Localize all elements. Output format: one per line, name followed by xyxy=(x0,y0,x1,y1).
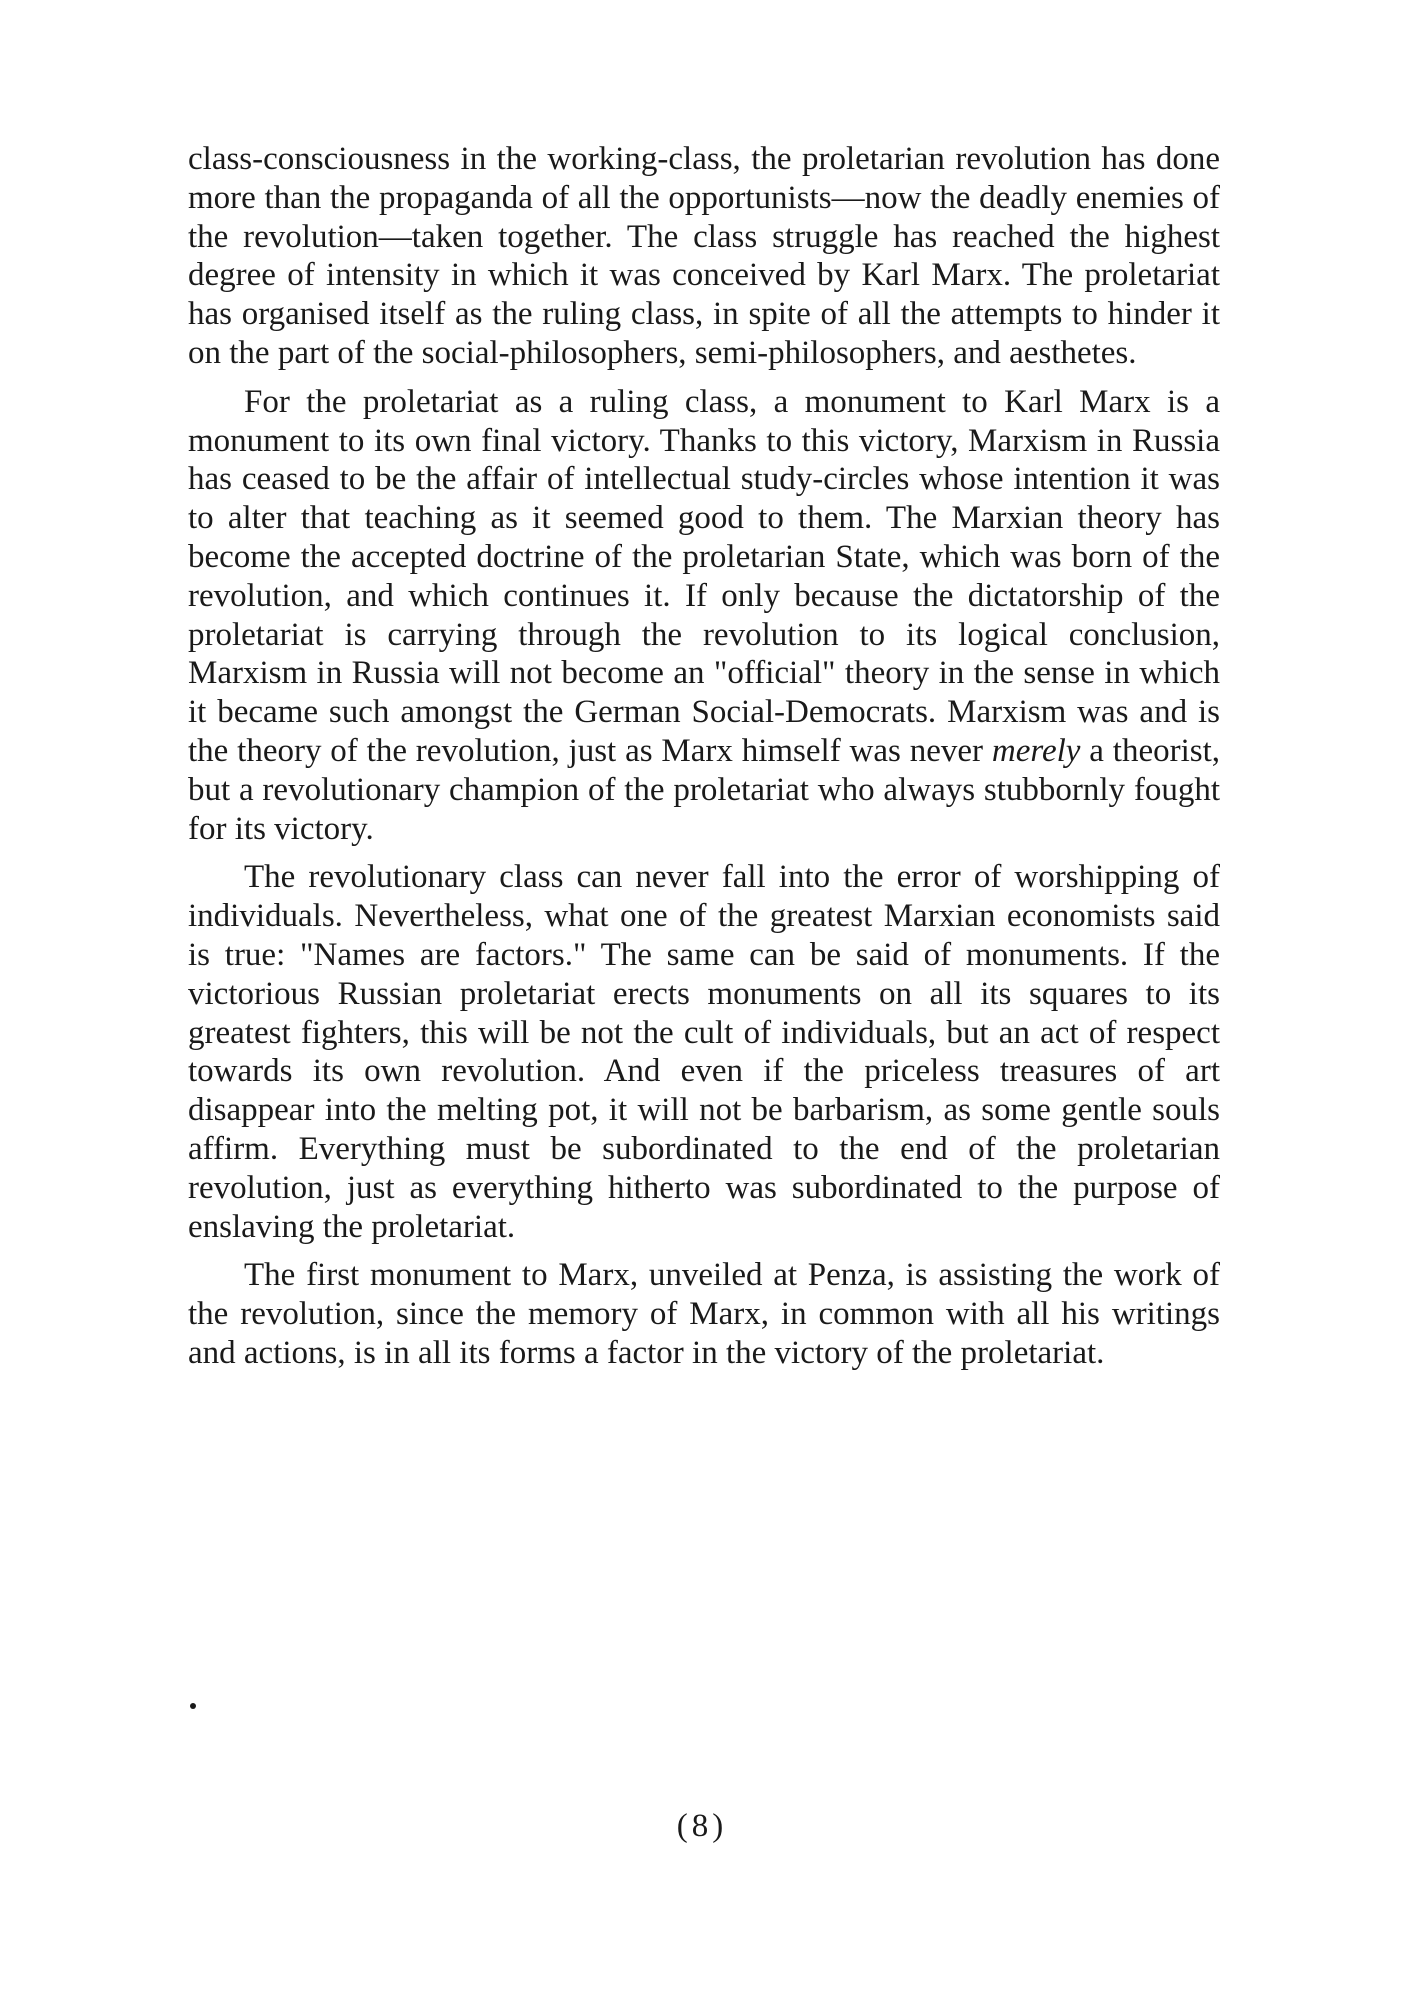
paragraph-2 xyxy=(188,383,1220,849)
page-body xyxy=(188,140,1220,1383)
stray-dot-mark xyxy=(190,1703,196,1709)
emphasis-merely: merely xyxy=(991,732,1081,769)
paragraph-4: The first monument to Marx, unveiled at Penza, is assisting the work of the revolution, since the memory of Marx, in common with all his writings and actions, is in all its forms a factor in the victory of the proletariat. xyxy=(188,1257,1220,1371)
page-number: (8) xyxy=(676,1808,728,1844)
paragraph-1: class-consciousness in the working-class, the proletarian revolution has done more than the propaganda of all the opportunists—now the deadly enemies of the revolution—taken together. The class struggle has reached the highest degree of intensity in which it was conceived by Karl Marx. The proletariat has organised itself as the ruling class, in spite of all the attempts to hinder it on the part of the social-philosophers, semi-philosophers, and aesthetes. xyxy=(188,141,1220,371)
paragraph-2-text-a: For the proletariat as a ruling class, a monument to Karl Marx is a monument to its own final victory. Thanks to this victory, Marxism in Russia has ceased to be the affair of intellectual study-circles whose intention it was to alter that teaching as it seemed good to them. The Marxian theory has become the accepted doctrine of the proletarian State, which was born of the revolution, and which continues it. If only because the dictatorship of the proletariat is carrying through the revolution to its logical conclusion, Marxism in Russia will not become an "official" theory in the sense in which it became such amongst the German Social-Democrats. Marxism was and is the theory of the revolution, just as Marx himself was never xyxy=(188,383,1220,769)
paragraph-3: The revolutionary class can never fall into the error of worshipping of individuals. Nevertheless, what one of the greatest Marxian economists said is true: "Names are factors." The same can be said of monuments. If the victorious Russian proletariat erects monuments on all its squares to its greatest fighters, this will be not the cult of individuals, but an act of respect towards its own revolution. And even if the priceless treasures of art disappear into the melting pot, it will not be barbarism, as some gentle souls affirm. Everything must be subordinated to the end of the proletarian revolution, just as everything hitherto was subordinated to the purpose of enslaving the proletariat. xyxy=(188,859,1220,1245)
paragraph-2-text-b: a theorist, but a revolutionary champion of the proletariat who always stubbornly fought for its victory. xyxy=(188,732,1221,847)
